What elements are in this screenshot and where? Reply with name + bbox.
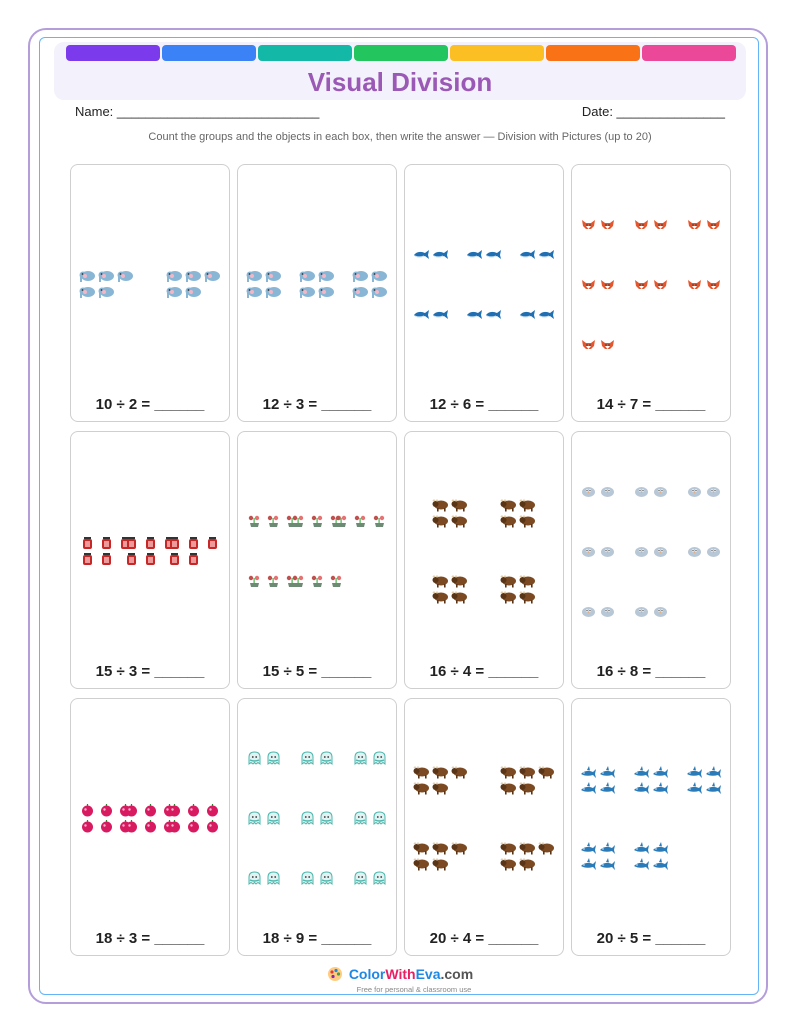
- ghost-icon: [352, 751, 369, 765]
- berry-icon: [123, 803, 140, 817]
- flower-pot-icon: [290, 514, 307, 528]
- flower-pot-icon: [309, 514, 326, 528]
- bird-icon: [599, 604, 616, 618]
- shark-icon: [599, 765, 616, 779]
- whale-icon: [413, 247, 430, 261]
- problem-equation: 16 ÷ 4 = ______: [429, 663, 539, 680]
- fox-icon: [652, 277, 669, 291]
- shark-icon: [652, 781, 669, 795]
- shark-icon: [652, 841, 669, 855]
- yak-icon: [432, 765, 449, 779]
- fox-icon: [686, 217, 703, 231]
- bird-icon: [633, 544, 650, 558]
- elephant-icon: [371, 269, 388, 283]
- ghost-icon: [265, 811, 282, 825]
- problem-equation: 15 ÷ 3 = ______: [95, 663, 205, 680]
- problem-card: [404, 698, 564, 956]
- yak-icon: [432, 590, 449, 604]
- elephant-icon: [98, 269, 115, 283]
- ghost-icon: [265, 751, 282, 765]
- shark-icon: [633, 765, 650, 779]
- shark-icon: [652, 857, 669, 871]
- lantern-icon: [166, 536, 183, 550]
- shark-icon: [599, 841, 616, 855]
- fox-icon: [599, 217, 616, 231]
- yak-icon: [538, 765, 555, 779]
- rainbow-segment: [450, 45, 544, 61]
- lantern-icon: [98, 552, 115, 566]
- berry-icon: [79, 803, 96, 817]
- whale-icon: [485, 307, 502, 321]
- yak-icon: [451, 514, 468, 528]
- bird-icon: [686, 544, 703, 558]
- flower-pot-icon: [265, 514, 282, 528]
- yak-icon: [432, 514, 449, 528]
- yak-icon: [451, 574, 468, 588]
- lantern-icon: [185, 536, 202, 550]
- shark-icon: [599, 857, 616, 871]
- yak-icon: [519, 498, 536, 512]
- elephant-icon: [265, 269, 282, 283]
- problem-equation: 12 ÷ 3 = ______: [262, 396, 372, 413]
- elephant-icon: [185, 285, 202, 299]
- berry-icon: [98, 803, 115, 817]
- fox-icon: [580, 217, 597, 231]
- elephant-icon: [117, 269, 134, 283]
- elephant-icon: [371, 285, 388, 299]
- shark-icon: [686, 765, 703, 779]
- elephant-icon: [246, 269, 263, 283]
- elephant-icon: [352, 285, 369, 299]
- shark-icon: [705, 765, 722, 779]
- fox-icon: [580, 337, 597, 351]
- flower-pot-icon: [246, 574, 263, 588]
- yak-icon: [538, 841, 555, 855]
- palette-icon: [327, 966, 343, 985]
- yak-icon: [451, 841, 468, 855]
- bird-icon: [599, 544, 616, 558]
- problem-card: [70, 164, 230, 422]
- bird-icon: [652, 604, 669, 618]
- lantern-icon: [79, 552, 96, 566]
- flower-pot-icon: [290, 574, 307, 588]
- rainbow-segment: [66, 45, 160, 61]
- ghost-icon: [352, 811, 369, 825]
- ghost-icon: [299, 751, 316, 765]
- fox-icon: [599, 277, 616, 291]
- problem-card: [70, 698, 230, 956]
- flower-pot-icon: [246, 514, 263, 528]
- lantern-icon: [79, 536, 96, 550]
- ghost-icon: [371, 751, 388, 765]
- whale-icon: [538, 247, 555, 261]
- shark-icon: [580, 781, 597, 795]
- yak-icon: [500, 857, 517, 871]
- lantern-icon: [123, 536, 140, 550]
- problem-equation: 20 ÷ 4 = ______: [429, 930, 539, 947]
- brand-part-1: Color: [348, 966, 386, 983]
- berry-icon: [142, 803, 159, 817]
- brand-part-4: .com: [440, 966, 474, 983]
- yak-icon: [432, 857, 449, 871]
- yak-icon: [432, 574, 449, 588]
- berry-icon: [123, 819, 140, 833]
- bird-icon: [686, 484, 703, 498]
- flower-pot-icon: [328, 574, 345, 588]
- ghost-icon: [299, 811, 316, 825]
- date-field: Date: _______________: [581, 104, 725, 119]
- flower-pot-icon: [265, 574, 282, 588]
- yak-icon: [519, 590, 536, 604]
- yak-icon: [451, 590, 468, 604]
- problem-equation: 12 ÷ 6 = ______: [429, 396, 539, 413]
- elephant-icon: [166, 285, 183, 299]
- ghost-icon: [318, 811, 335, 825]
- berry-icon: [142, 819, 159, 833]
- ghost-icon: [371, 871, 388, 885]
- elephant-icon: [166, 269, 183, 283]
- problem-card: [237, 164, 397, 422]
- ghost-icon: [246, 871, 263, 885]
- elephant-icon: [299, 285, 316, 299]
- problem-card: [70, 431, 230, 689]
- lantern-icon: [204, 536, 221, 550]
- rainbow-segment: [162, 45, 256, 61]
- yak-icon: [432, 781, 449, 795]
- elephant-icon: [299, 269, 316, 283]
- elephant-icon: [318, 285, 335, 299]
- elephant-icon: [352, 269, 369, 283]
- shark-icon: [580, 841, 597, 855]
- flower-pot-icon: [333, 514, 350, 528]
- shark-icon: [705, 781, 722, 795]
- whale-icon: [519, 247, 536, 261]
- whale-icon: [413, 307, 430, 321]
- whale-icon: [432, 307, 449, 321]
- rainbow-segment: [354, 45, 448, 61]
- whale-icon: [466, 307, 483, 321]
- rainbow-segment: [258, 45, 352, 61]
- problem-equation: 10 ÷ 2 = ______: [95, 396, 205, 413]
- bird-icon: [633, 604, 650, 618]
- yak-icon: [432, 498, 449, 512]
- problem-card: [571, 698, 731, 956]
- elephant-icon: [79, 269, 96, 283]
- lantern-icon: [98, 536, 115, 550]
- whale-icon: [432, 247, 449, 261]
- shark-icon: [633, 781, 650, 795]
- problem-grid: [70, 164, 730, 954]
- bird-icon: [633, 484, 650, 498]
- elephant-icon: [204, 269, 221, 283]
- problem-card: [237, 431, 397, 689]
- bird-icon: [580, 484, 597, 498]
- elephant-icon: [318, 269, 335, 283]
- ghost-icon: [371, 811, 388, 825]
- bird-icon: [705, 484, 722, 498]
- ghost-icon: [352, 871, 369, 885]
- berry-icon: [166, 819, 183, 833]
- yak-icon: [413, 841, 430, 855]
- whale-icon: [519, 307, 536, 321]
- problem-equation: 16 ÷ 8 = ______: [596, 663, 706, 680]
- elephant-icon: [98, 285, 115, 299]
- lantern-icon: [123, 552, 140, 566]
- rainbow-segment: [546, 45, 640, 61]
- bird-icon: [599, 484, 616, 498]
- whale-icon: [538, 307, 555, 321]
- ghost-icon: [246, 811, 263, 825]
- yak-icon: [519, 514, 536, 528]
- yak-icon: [500, 781, 517, 795]
- berry-icon: [185, 819, 202, 833]
- elephant-icon: [246, 285, 263, 299]
- elephant-icon: [265, 285, 282, 299]
- rainbow-segment: [642, 45, 736, 61]
- ghost-icon: [265, 871, 282, 885]
- elephant-icon: [185, 269, 202, 283]
- fox-icon: [633, 277, 650, 291]
- elephant-icon: [79, 285, 96, 299]
- bird-icon: [580, 544, 597, 558]
- shark-icon: [633, 841, 650, 855]
- lantern-icon: [142, 552, 159, 566]
- problem-card: [404, 431, 564, 689]
- problem-equation: 20 ÷ 5 = ______: [596, 930, 706, 947]
- shark-icon: [580, 765, 597, 779]
- lantern-icon: [185, 552, 202, 566]
- yak-icon: [519, 765, 536, 779]
- footer-tagline: Free for personal & classroom use: [356, 985, 472, 994]
- berry-icon: [185, 803, 202, 817]
- flower-pot-icon: [371, 514, 388, 528]
- fox-icon: [652, 217, 669, 231]
- problem-equation: 14 ÷ 7 = ______: [596, 396, 706, 413]
- shark-icon: [652, 765, 669, 779]
- problem-equation: 18 ÷ 3 = ______: [95, 930, 205, 947]
- ghost-icon: [299, 871, 316, 885]
- yak-icon: [451, 765, 468, 779]
- berry-icon: [204, 803, 221, 817]
- berry-icon: [79, 819, 96, 833]
- problem-card: [571, 164, 731, 422]
- yak-icon: [500, 498, 517, 512]
- problem-card: [571, 431, 731, 689]
- fox-icon: [686, 277, 703, 291]
- yak-icon: [519, 857, 536, 871]
- yak-icon: [519, 841, 536, 855]
- bird-icon: [705, 544, 722, 558]
- yak-icon: [500, 841, 517, 855]
- bird-icon: [652, 484, 669, 498]
- brand-part-3: Eva: [415, 966, 441, 983]
- yak-icon: [500, 590, 517, 604]
- berry-icon: [98, 819, 115, 833]
- yak-icon: [500, 514, 517, 528]
- ghost-icon: [318, 751, 335, 765]
- page-title: Visual Division: [307, 67, 493, 97]
- yak-icon: [413, 857, 430, 871]
- fox-icon: [705, 217, 722, 231]
- shark-icon: [580, 857, 597, 871]
- instructions: Count the groups and the objects in each box, then write the answer — Division with Pictures (up to 20): [148, 131, 652, 143]
- footer: [0, 966, 800, 994]
- whale-icon: [466, 247, 483, 261]
- ghost-icon: [318, 871, 335, 885]
- berry-icon: [166, 803, 183, 817]
- yak-icon: [413, 765, 430, 779]
- yak-icon: [413, 781, 430, 795]
- fox-icon: [580, 277, 597, 291]
- yak-icon: [432, 841, 449, 855]
- problem-equation: 18 ÷ 9 = ______: [262, 930, 372, 947]
- brand-logo: [0, 966, 800, 985]
- berry-icon: [204, 819, 221, 833]
- ghost-icon: [246, 751, 263, 765]
- lantern-icon: [166, 552, 183, 566]
- yak-icon: [500, 765, 517, 779]
- problem-equation: 15 ÷ 5 = ______: [262, 663, 372, 680]
- problem-card: [404, 164, 564, 422]
- fox-icon: [705, 277, 722, 291]
- fox-icon: [633, 217, 650, 231]
- yak-icon: [519, 574, 536, 588]
- yak-icon: [451, 498, 468, 512]
- fox-icon: [599, 337, 616, 351]
- flower-pot-icon: [309, 574, 326, 588]
- yak-icon: [519, 781, 536, 795]
- problem-card: [237, 698, 397, 956]
- shark-icon: [633, 857, 650, 871]
- shark-icon: [599, 781, 616, 795]
- yak-icon: [500, 574, 517, 588]
- lantern-icon: [142, 536, 159, 550]
- brand-part-2: With: [385, 966, 416, 983]
- bird-icon: [652, 544, 669, 558]
- name-field: Name: ____________________________: [75, 104, 320, 119]
- bird-icon: [580, 604, 597, 618]
- shark-icon: [686, 781, 703, 795]
- flower-pot-icon: [352, 514, 369, 528]
- whale-icon: [485, 247, 502, 261]
- rainbow-stripe: [66, 45, 736, 61]
